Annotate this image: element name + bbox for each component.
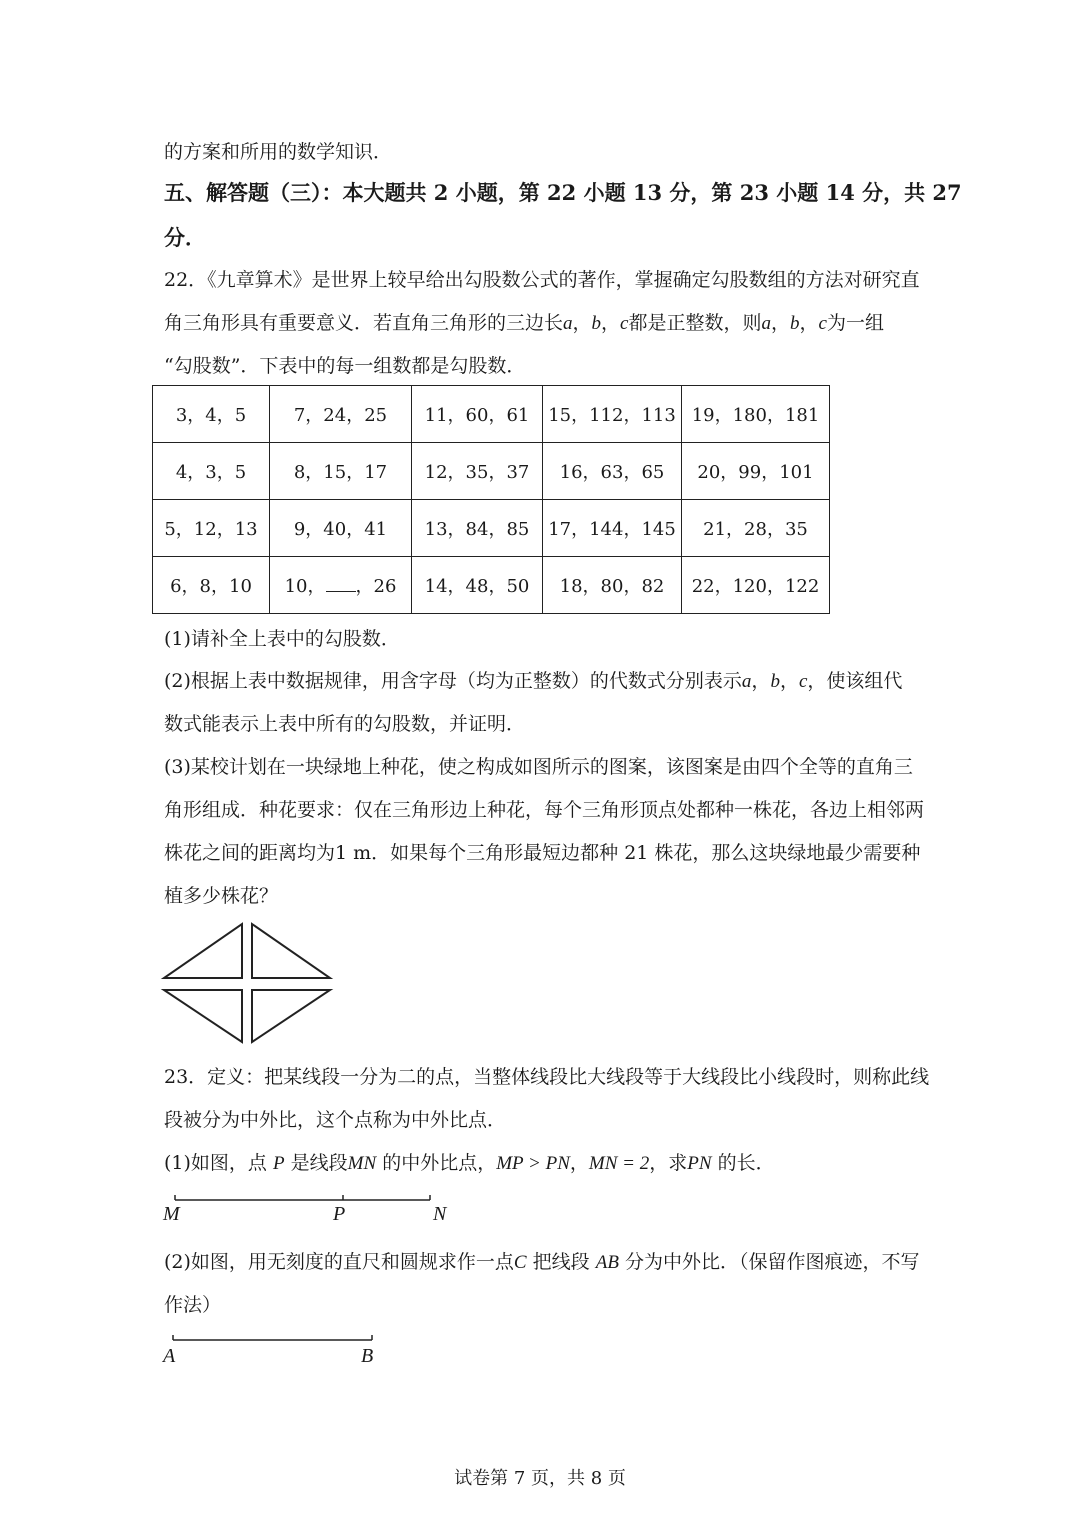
page-footer: 试卷第 7 页，共 8 页 bbox=[454, 1468, 626, 1489]
table-cell: 6，8，10 bbox=[153, 557, 270, 614]
table-cell: 4，3，5 bbox=[153, 443, 270, 500]
table-cell: 5，12，13 bbox=[153, 500, 270, 557]
table-row bbox=[153, 386, 830, 443]
label-a: A bbox=[163, 1345, 176, 1367]
section-heading-line2: 分． bbox=[164, 225, 206, 250]
label-b: B bbox=[361, 1345, 374, 1367]
table-cell: 21，28，35 bbox=[682, 500, 830, 557]
q23-line2: 段被分为中外比，这个点称为中外比点． bbox=[164, 1109, 507, 1131]
triangle-bottom-left bbox=[164, 990, 242, 1042]
triangle-top-right bbox=[252, 924, 330, 978]
q23-part2-line1: (2)如图，用无刻度的直尺和圆规求作一点C 把线段 AB 分为中外比．（保留作图痕迹，不写 bbox=[164, 1251, 920, 1273]
q22-part1: (1)请补全上表中的勾股数． bbox=[164, 628, 400, 650]
table-cell: 18，80，82 bbox=[543, 557, 682, 614]
label-p: P bbox=[333, 1203, 346, 1225]
table-row bbox=[153, 500, 830, 557]
q23-line1: 23．定义：把某线段一分为二的点，当整体线段比大线段等于大线段比小线段时，则称此线 bbox=[164, 1066, 930, 1088]
table-cell: 14，48，50 bbox=[412, 557, 543, 614]
table-cell: 17，144，145 bbox=[543, 500, 682, 557]
q23-part1: (1)如图，点 P 是线段MN 的中外比点，MP > PN，MN = 2，求PN 的长． bbox=[164, 1152, 775, 1174]
q22-line2: 角三角形具有重要意义．若直角三角形的三边长a，b，c都是正整数，则a，b，c为一组 bbox=[164, 312, 884, 334]
intro-tail: 的方案和所用的数学知识． bbox=[164, 141, 393, 163]
four-triangles-figure bbox=[160, 920, 335, 1045]
triangle-top-left bbox=[164, 924, 242, 978]
table-row bbox=[153, 557, 830, 614]
table-cell: 12，35，37 bbox=[412, 443, 543, 500]
section-heading-line1: 五、解答题（三）：本大题共 2 小题，第 22 小题 13 分，第 23 小题 14 分，共 27 bbox=[164, 180, 962, 205]
q22-part3-line3: 株花之间的距离均为1 m．如果每个三角形最短边都种 21 株花，那么这块绿地最少需要种 bbox=[164, 842, 921, 864]
table-cell: 3，4，5 bbox=[153, 386, 270, 443]
table-cell: 16，63，65 bbox=[543, 443, 682, 500]
table-cell: 8，15，17 bbox=[270, 443, 412, 500]
table-cell: 20，99，101 bbox=[682, 443, 830, 500]
label-n: N bbox=[433, 1203, 447, 1225]
table-cell: 13，84，85 bbox=[412, 500, 543, 557]
q22-part3-line4: 植多少株花？ bbox=[164, 885, 279, 907]
table-cell-blank: 10， ，26 bbox=[270, 557, 412, 614]
table-cell: 7，24，25 bbox=[270, 386, 412, 443]
segment-mn-figure bbox=[160, 1190, 460, 1230]
q22-part3-line2: 角形组成．种花要求：仅在三角形边上种花，每个三角形顶点处都种一株花，各边上相邻两 bbox=[164, 799, 925, 821]
segment-ab-figure bbox=[160, 1330, 390, 1360]
table-cell: 22，120，122 bbox=[682, 557, 830, 614]
answer-blank[interactable] bbox=[326, 577, 356, 592]
triangle-bottom-right bbox=[252, 990, 330, 1042]
pythagorean-table bbox=[152, 385, 830, 614]
table-cell: 15，112，113 bbox=[543, 386, 682, 443]
table-row bbox=[153, 443, 830, 500]
q22-line3: “勾股数”．下表中的每一组数都是勾股数． bbox=[164, 355, 526, 377]
label-m: M bbox=[163, 1203, 180, 1225]
table-cell: 19，180，181 bbox=[682, 386, 830, 443]
q22-part2-line2: 数式能表示上表中所有的勾股数，并证明． bbox=[164, 713, 526, 735]
table-cell: 11，60，61 bbox=[412, 386, 543, 443]
q22-part2-line1: (2)根据上表中数据规律，用含字母（均为正整数）的代数式分别表示a，b，c，使该组代 bbox=[164, 670, 903, 692]
q22-line1: 22．《九章算术》是世界上较早给出勾股数公式的著作，掌握确定勾股数组的方法对研究直 bbox=[164, 269, 920, 291]
q22-part3-line1: (3)某校计划在一块绿地上种花，使之构成如图所示的图案，该图案是由四个全等的直角三 bbox=[164, 756, 913, 778]
q23-part2-line2: 作法） bbox=[164, 1294, 222, 1316]
table-cell: 9，40，41 bbox=[270, 500, 412, 557]
